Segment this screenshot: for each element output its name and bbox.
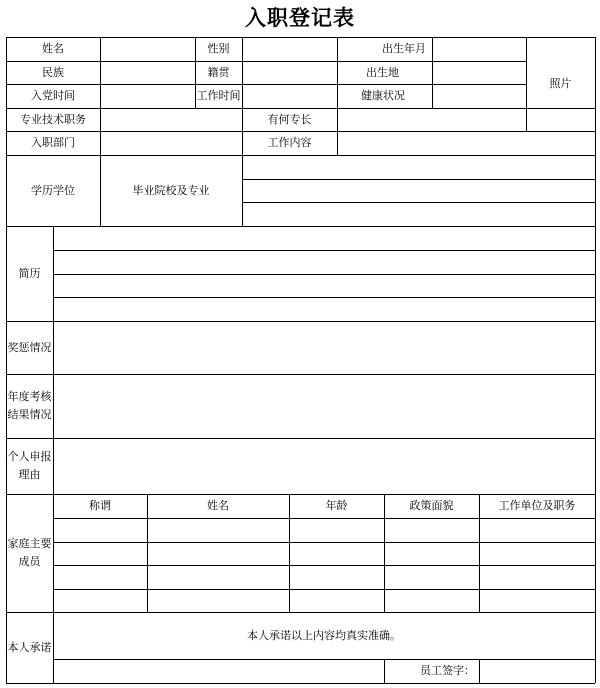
label-annual-review [6, 374, 53, 438]
resume-row[interactable] [53, 226, 595, 250]
gender-field[interactable] [242, 37, 337, 61]
label-family-line1: 家庭主要 [7, 537, 52, 550]
label-party-date: 入党时间 [31, 89, 75, 102]
label-health: 健康状况 [361, 89, 405, 102]
label-birthplace: 出生地 [366, 65, 399, 79]
ethnicity-field[interactable] [100, 61, 195, 84]
rewards-field[interactable] [53, 321, 595, 374]
photo-box[interactable]: 照片 [549, 77, 572, 90]
tech-title-field[interactable] [100, 108, 242, 131]
label-native-place: 籍贯 [207, 65, 230, 79]
label-signature: 员工签字： [420, 664, 475, 677]
reason-field[interactable] [53, 438, 595, 494]
label-name: 姓名 [42, 42, 64, 55]
label-department: 入职部门 [31, 136, 75, 149]
label-birth: 出生年月 [382, 42, 426, 55]
birthplace-field[interactable] [432, 61, 526, 84]
label-resume: 简历 [18, 266, 41, 280]
label-reason [6, 438, 53, 494]
specialty-field[interactable] [337, 108, 526, 131]
annual-review-field[interactable] [53, 374, 595, 438]
work-content-field[interactable] [337, 131, 595, 155]
family-header-name: 姓名 [207, 499, 229, 512]
resume-row[interactable] [53, 274, 595, 297]
resume-row[interactable] [53, 250, 595, 274]
label-family-line2: 成员 [18, 555, 41, 568]
work-date-field[interactable] [242, 84, 337, 108]
native-place-field[interactable] [242, 61, 337, 84]
label-work-content: 工作内容 [267, 136, 312, 149]
label-pledge: 本人承诺 [7, 640, 52, 654]
family-header-workplace: 工作单位及职务 [498, 499, 576, 512]
label-specialty: 有何专长 [267, 112, 312, 126]
label-annual-review-line1: 年度考核 [7, 390, 52, 403]
name-field[interactable] [100, 37, 195, 61]
pledge-text: 本人承诺以上内容均真实准确。 [247, 628, 401, 642]
education-row[interactable] [242, 202, 595, 226]
family-header-title: 称谓 [89, 499, 111, 512]
party-date-field[interactable] [100, 84, 195, 108]
birth-field[interactable] [432, 37, 526, 61]
education-row[interactable] [242, 155, 595, 179]
label-work-date: 工作时间 [196, 89, 241, 102]
label-annual-review-line2: 结果情况 [7, 408, 52, 421]
department-field[interactable] [100, 131, 242, 155]
education-row[interactable] [242, 179, 595, 202]
label-ethnicity: 民族 [42, 65, 64, 79]
label-tech-title: 专业技术职务 [20, 112, 86, 126]
family-header-age: 年龄 [325, 499, 348, 512]
family-header-political: 政策面貌 [409, 499, 454, 512]
label-gender: 性别 [207, 42, 230, 55]
label-reason-line2: 理由 [18, 468, 41, 481]
label-school-major: 毕业院校及专业 [132, 183, 210, 197]
label-rewards: 奖惩情况 [7, 340, 52, 354]
label-reason-line1: 个人申报 [7, 450, 52, 463]
resume-row[interactable] [53, 297, 595, 321]
signature-field[interactable] [479, 659, 595, 683]
health-field[interactable] [432, 84, 526, 108]
label-education: 学历学位 [31, 183, 75, 197]
label-family [6, 494, 53, 612]
form-title: 入职登记表 [245, 6, 355, 30]
